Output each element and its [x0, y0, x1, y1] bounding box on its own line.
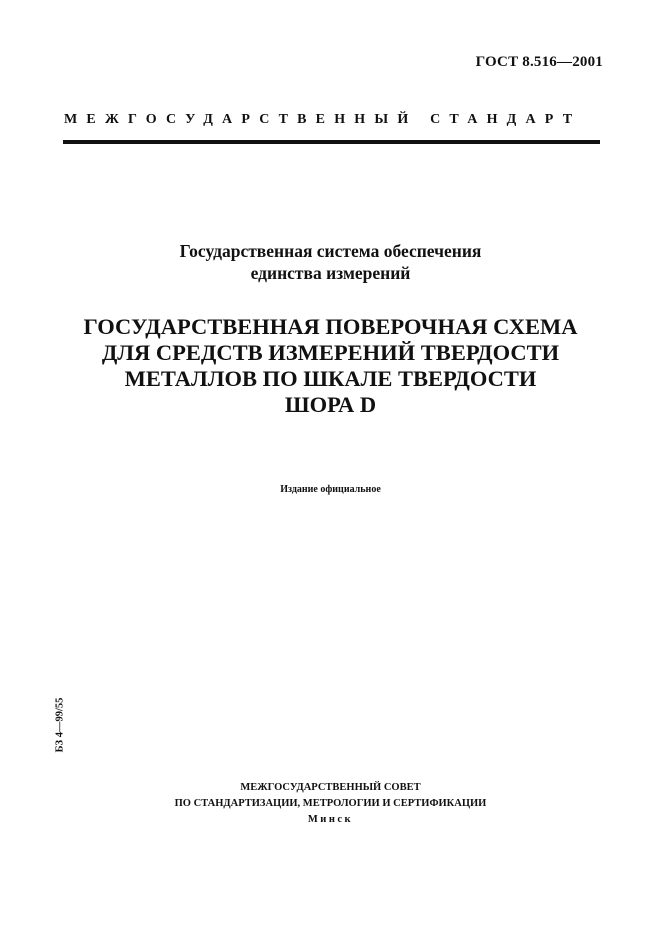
title-line: ДЛЯ СРЕДСТВ ИЗМЕРЕНИЙ ТВЕРДОСТИ — [101, 340, 560, 365]
series-title — [0, 240, 661, 284]
publisher-block — [0, 780, 661, 828]
title-line: МЕТАЛЛОВ ПО ШКАЛЕ ТВЕРДОСТИ — [124, 366, 537, 391]
document-title — [0, 314, 661, 418]
publisher-line: ПО СТАНДАРТИЗАЦИИ, МЕТРОЛОГИИ И СЕРТИФИКАЦИИ — [174, 798, 487, 809]
series-title-line: единства измерений — [250, 263, 411, 283]
series-title-line: Государственная система обеспечения — [179, 241, 482, 261]
title-line: ШОРА D — [284, 392, 377, 417]
header-rule — [63, 140, 600, 144]
edition-label: Издание официальное — [280, 484, 381, 495]
title-line: ГОСУДАРСТВЕННАЯ ПОВЕРОЧНАЯ СХЕМА — [83, 314, 578, 339]
standard-type-heading: МЕЖГОСУДАРСТВЕННЫЙ СТАНДАРТ — [64, 112, 582, 127]
publisher-line: МЕЖГОСУДАРСТВЕННЫЙ СОВЕТ — [240, 782, 421, 793]
side-code: БЗ 4—99/55 — [54, 697, 66, 753]
publication-city: Минск — [307, 814, 354, 825]
document-code: ГОСТ 8.516—2001 — [475, 54, 603, 70]
